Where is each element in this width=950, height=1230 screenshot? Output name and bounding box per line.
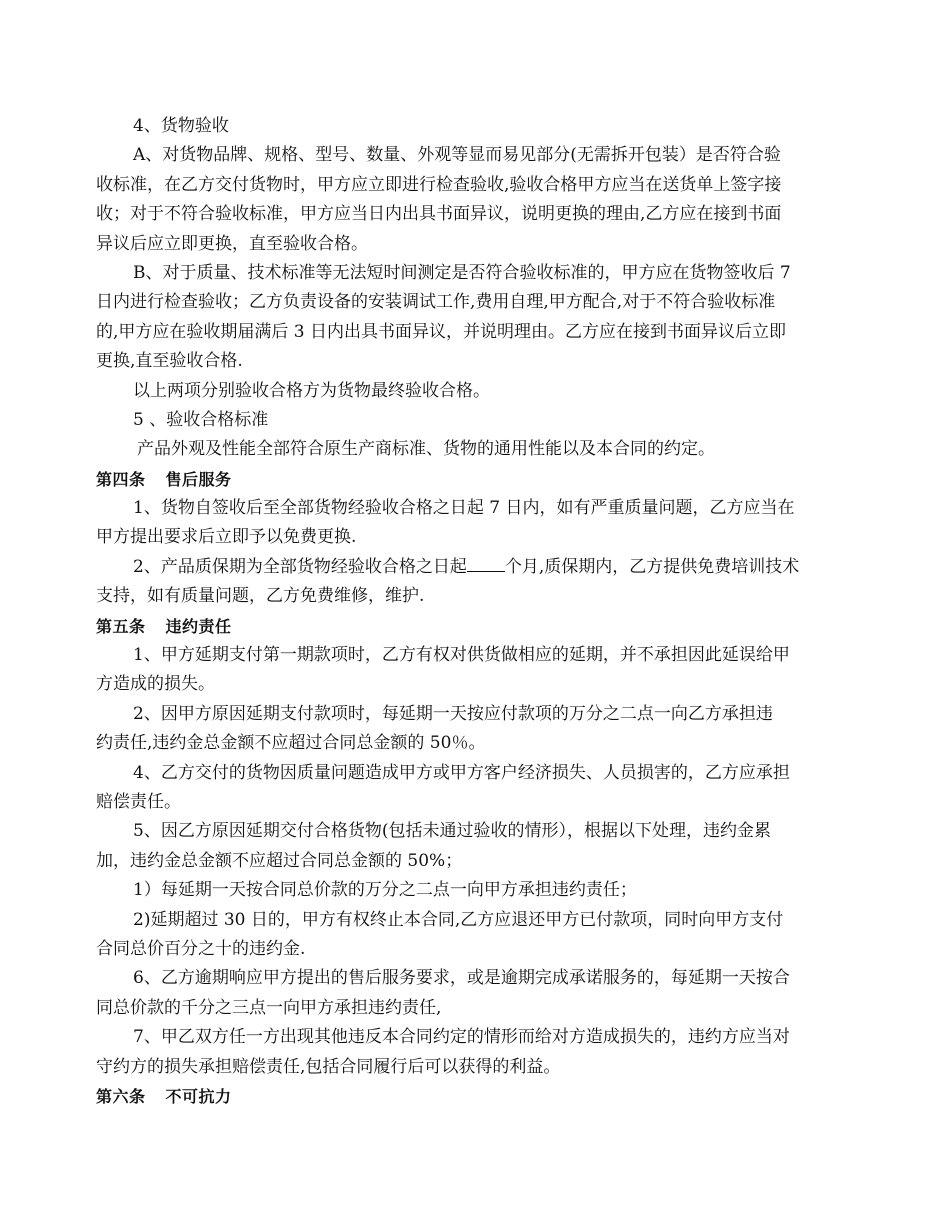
paragraph-line: 7、甲乙双方任一方出现其他违反本合同约定的情形而给对方造成损失的，违约方应当对: [133, 1027, 790, 1048]
paragraph-line: 5、因乙方原因延期交付合格货物(包括未通过验收的情形），根据以下处理，违约金累: [133, 821, 771, 842]
paragraph-line: 同总价款的千分之三点一向甲方承担违约责任,: [96, 997, 442, 1018]
paragraph-line: 收标准，在乙方交付货物时，甲方应立即进行检查验收,验收合格甲方应当在送货单上签字接: [96, 174, 782, 195]
paragraph-line: 甲方提出要求后立即予以免费更换.: [96, 527, 357, 548]
article-heading: [96, 465, 856, 494]
paragraph-line: 1、甲方延期支付第一期款项时，乙方有权对供货做相应的延期，并不承担因此延误给甲: [133, 645, 790, 666]
paragraph-line: 1、货物自签收后至全部货物经验收合格之日起 7 日内，如有严重质量问题，乙方应当在: [133, 498, 795, 519]
paragraph-line: 日内进行检查验收；乙方负责设备的安装调试工作,费用自理,甲方配合,对于不符合验收标准: [96, 292, 776, 313]
fill-in-blank: [467, 557, 505, 572]
paragraph-line: 更换,直至验收合格.: [96, 351, 243, 372]
article-number: 第五条: [96, 616, 146, 636]
article-number: 第四条: [96, 469, 146, 489]
article-title: 不可抗力: [165, 1086, 232, 1106]
paragraph-line: 约责任,违约金总金额不应超过合同总金额的 50％。: [96, 733, 486, 754]
paragraph-line: 6、乙方逾期响应甲方提出的售后服务要求，或是逾期完成承诺服务的，每延期一天按合: [133, 968, 790, 989]
paragraph-line: 的,甲方应在验收期届满后 3 日内出具书面异议，并说明理由。乙方应在接到书面异议后立即: [96, 321, 787, 342]
article-title: 违约责任: [165, 616, 232, 636]
paragraph-line: 4、乙方交付的货物因质量问题造成甲方或甲方客户经济损失、人员损害的，乙方应承担: [133, 762, 790, 783]
article-number: 第六条: [96, 1086, 146, 1106]
article-heading: [96, 1082, 856, 1111]
paragraph-line: 支持，如有质量问题，乙方免费维修，维护.: [96, 586, 425, 607]
paragraph-line: 加，违约金总金额不应超过合同总金额的 50%；: [96, 850, 463, 871]
paragraph-line: 收；对于不符合验收标准，甲方应当日内出具书面异议，说明更换的理由,乙方应在接到书面: [96, 204, 782, 225]
paragraph-line: 守约方的损失承担赔偿责任,包括合同履行后可以获得的利益。: [96, 1056, 561, 1077]
text-segment: 个月,质保期内，乙方提供免费培训技术: [504, 556, 800, 577]
section-title: 5 、验收合格标准: [133, 409, 269, 430]
paragraph-line: A、对货物品牌、规格、型号、数量、外观等显而易见部分(无需拆开包装）是否符合验: [133, 145, 781, 166]
paragraph-line: 以上两项分别验收合格方为货物最终验收合格。: [133, 380, 490, 401]
paragraph-line: [96, 553, 856, 582]
article-heading: [96, 612, 856, 641]
paragraph-line: 赔偿责任。: [96, 791, 181, 812]
document-page: [96, 112, 856, 1111]
paragraph-line: 方造成的损失。: [96, 674, 215, 695]
paragraph-line: B、对于质量、技术标准等无法短时间测定是否符合验收标准的，甲方应在货物签收后 7: [133, 262, 791, 283]
paragraph-line: 2、因甲方原因延期支付款项时，每延期一天按应付款项的万分之二点一向乙方承担违: [133, 703, 773, 724]
paragraph-line: 产品外观及性能全部符合原生产商标准、货物的通用性能以及本合同的约定。: [137, 439, 715, 460]
paragraph-line: 异议后应立即更换，直至验收合格。: [96, 233, 368, 254]
paragraph-line: 合同总价百分之十的违约金.: [96, 938, 306, 959]
text-segment: 2、产品质保期为全部货物经验收合格之日起: [133, 556, 467, 577]
paragraph-line: 1）每延期一天按合同总价款的万分之二点一向甲方承担违约责任；: [133, 880, 637, 901]
section-title: 4、货物验收: [133, 116, 229, 136]
paragraph-line: 2)延期超过 30 日的，甲方有权终止本合同,乙方应退还甲方已付款项，同时向甲方支付: [133, 909, 784, 930]
article-title: 售后服务: [165, 469, 232, 489]
